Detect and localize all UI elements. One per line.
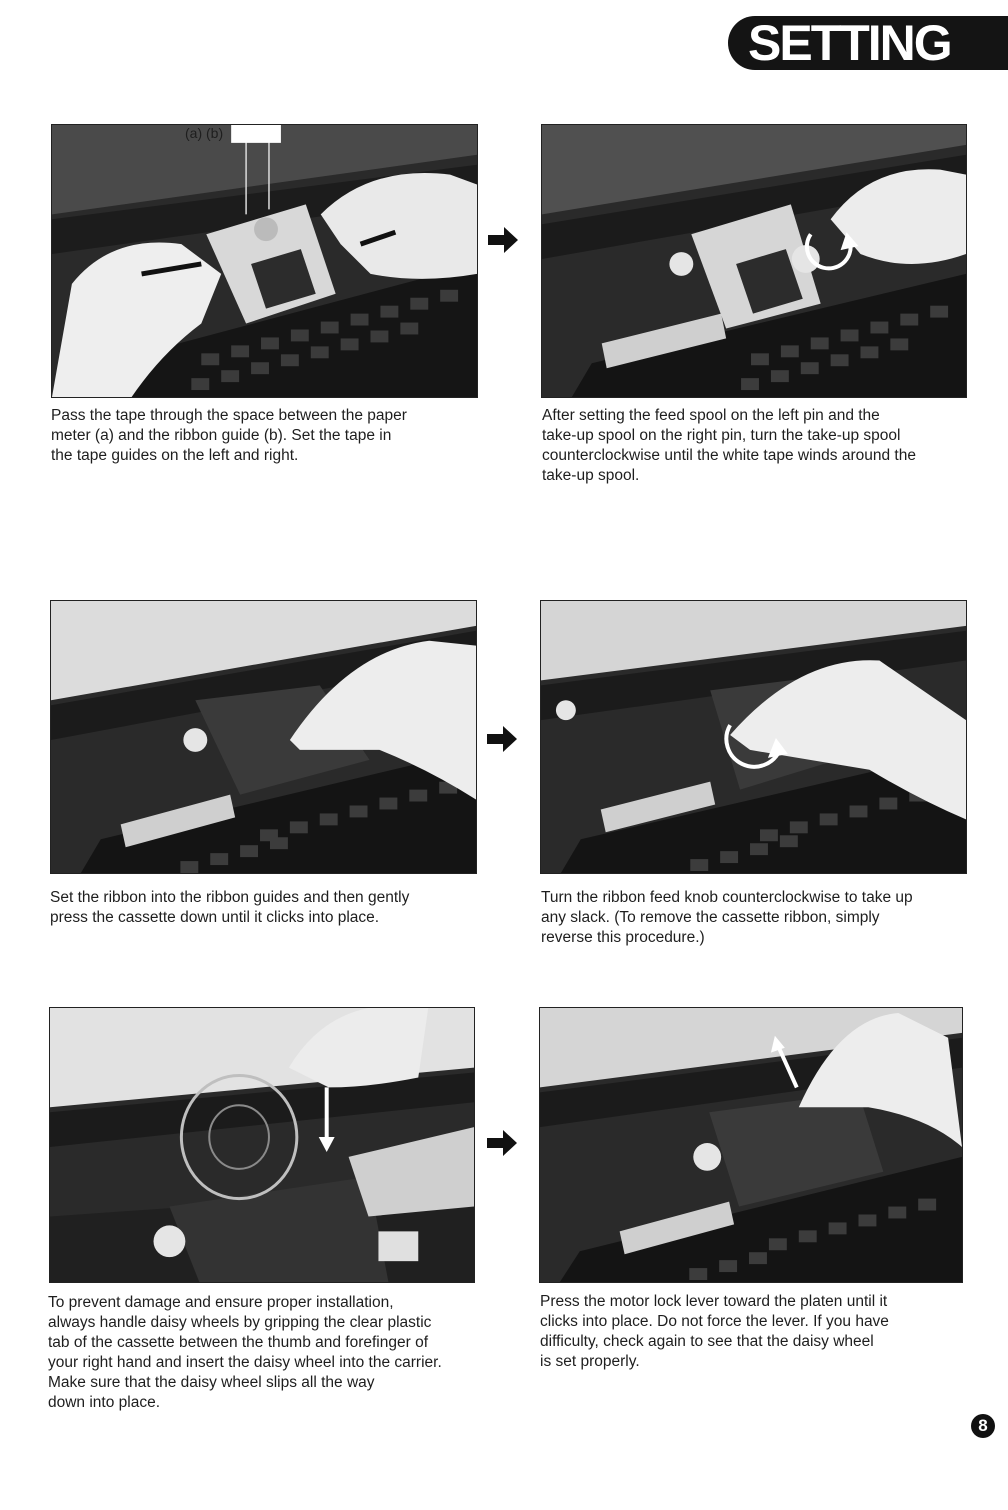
photo-step-3 (50, 600, 477, 874)
step-2-caption: After setting the feed spool on the left pin and the take-up spool on the right pin, turn the take-up spool counterclockwise until the white tape winds around the take-up spool. (542, 407, 916, 484)
step-5-caption: To prevent damage and ensure proper installation, always handle daisy wheels by gripping the clear plastic tab of the cassette between the thumb and forefinger of your right hand and insert the daisy wheel into the carrier. Make sure that the daisy wheel slips all the way down into place. (48, 1294, 442, 1411)
photo-step-2 (541, 124, 967, 398)
photo-step-1 (51, 124, 478, 398)
right-arrow-icon (488, 227, 518, 253)
step-4-caption: Turn the ribbon feed knob counterclockwise to take up any slack. (To remove the cassette ribbon, simply reverse this procedure.) (541, 889, 913, 946)
step-6-caption: Press the motor lock lever toward the platen until it clicks into place. Do not force the lever. If you have difficulty, check again to see that the daisy wheel is set properly. (540, 1293, 889, 1370)
photo-label-ab: (a) (b) (185, 125, 224, 141)
right-arrow-icon (487, 1130, 517, 1156)
photo-step-4 (540, 600, 967, 874)
step-1-caption: Pass the tape through the space between the paper meter (a) and the ribbon guide (b). Set the tape in the tape guides on the left and right. (51, 407, 407, 464)
step-3-caption: Set the ribbon into the ribbon guides and then gently press the cassette down until it clicks into place. (50, 889, 410, 926)
right-arrow-icon (487, 726, 517, 752)
page-number: 8 (971, 1414, 995, 1438)
section-header-tab (728, 16, 1008, 70)
photo-step-6 (539, 1007, 963, 1283)
photo-step-5 (49, 1007, 475, 1283)
section-title: SETTING (748, 15, 951, 71)
